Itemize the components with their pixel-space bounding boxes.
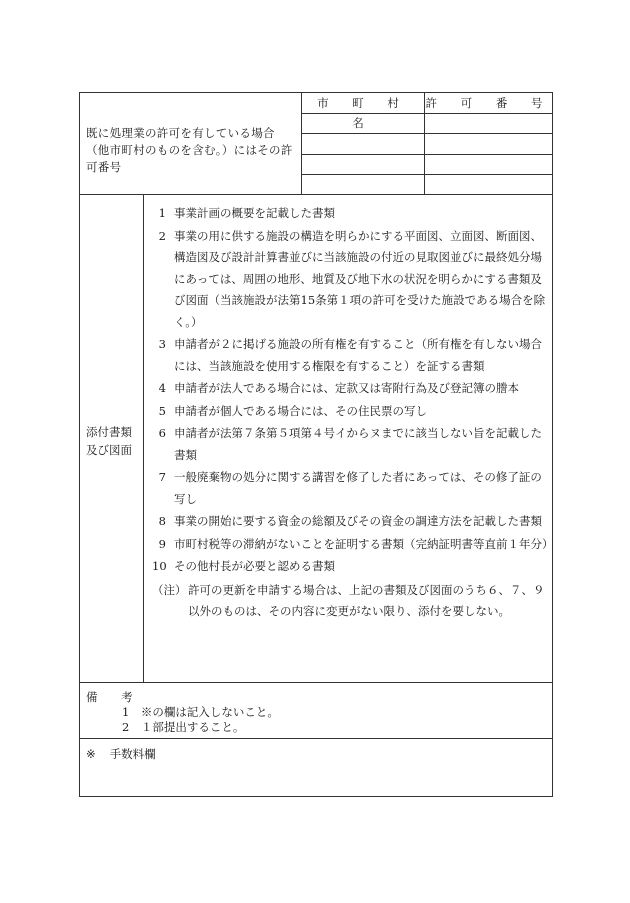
list-item	[152, 334, 548, 377]
fee-row	[80, 739, 552, 796]
list-item	[152, 534, 554, 556]
item-text: 申請者が２に掲げる施設の所有権を有すること（所有権を有しない場合には、当該施設を使用する権限を有すること）を証する書類	[174, 337, 542, 373]
item-number: 4	[158, 381, 166, 395]
list-item	[152, 511, 548, 533]
item-text: 申請者が法人である場合には、定款又は寄附行為及び登記簿の謄本	[174, 381, 519, 395]
permit-number-header	[424, 93, 553, 195]
item-text: 事業の用に供する施設の構造を明らかにする平面図、立面図、断面図、構造図及び設計計算書並びに当該施設の付近の見取図並びに最終処分場にあっては、周囲の地形、地質及び地下水の状況を明らかにする書類及び図面（当該施設が法第15条第１項の許可を受けた施設である場合を除く。）	[174, 228, 546, 329]
list-item	[152, 423, 548, 466]
permit-grid	[301, 93, 553, 195]
grid-line	[302, 154, 553, 155]
item-number: 5	[158, 403, 166, 418]
note-text: 許可の更新を申請する場合は、上記の書類及び図面のうち６、７、９以外のものは、その内容に変更がない限り、添付を要しない。	[188, 582, 545, 618]
fee-label: 手数料欄	[109, 747, 156, 761]
item-text: 一般廃棄物の処分に関する講習を修了した者にあっては、その修了証の写し	[174, 470, 542, 506]
remarks-title: 備 考	[86, 690, 143, 704]
item-text: 事業計画の概要を記載した書類	[174, 206, 335, 220]
list-item	[152, 556, 548, 578]
remarks-line-1: 1 ※の欄は記入しないこと。	[122, 705, 279, 719]
attachment-list	[152, 203, 554, 623]
permit-row	[80, 93, 552, 195]
note-prefix: （注）	[152, 582, 187, 597]
grid-line	[302, 174, 553, 175]
item-number: 6	[158, 426, 166, 440]
item-number: 7	[158, 470, 166, 484]
item-text: 事業の開始に要する資金の総額及びその資金の調達方法を記載した書類	[174, 514, 542, 528]
attachments-row	[80, 195, 552, 683]
fee-label-group	[86, 746, 156, 762]
item-text: 市町村税等の滞納がないことを証明する書類（完納証明書等直前１年分）	[174, 536, 554, 551]
item-number: 9	[158, 536, 166, 551]
item-text: 申請者が個人である場合には、その住民票の写し	[174, 403, 427, 418]
attachment-note	[152, 580, 548, 623]
attachments-label: 添付書類及び図面	[86, 425, 132, 457]
attachments-label-cell	[80, 195, 144, 683]
permit-number-header-text: 許 可 番 号	[425, 96, 553, 110]
list-item	[152, 203, 548, 225]
item-number: 3	[158, 337, 166, 351]
item-number: 10	[152, 559, 167, 573]
grid-line	[302, 133, 553, 134]
item-text: その他村長が必要と認める書類	[174, 559, 335, 573]
list-item	[152, 378, 548, 400]
item-number: 2	[158, 228, 166, 243]
fee-mark: ※	[86, 747, 96, 761]
item-number: 1	[158, 206, 166, 220]
remarks-line-2: 2 １部提出すること。	[122, 720, 245, 734]
item-text: 申請者が法第７条第５項第４号イからヌまでに該当しない旨を記載した書類	[174, 426, 542, 462]
remarks-row	[80, 683, 552, 739]
application-form-table	[79, 92, 553, 797]
list-item	[152, 467, 548, 510]
municipality-header: 市 町 村 名	[317, 96, 409, 130]
list-item	[152, 226, 548, 334]
permit-label: 既に処理業の許可を有している場合（他市町村のものを含む。）にはその許可番号	[86, 126, 293, 174]
item-number: 8	[158, 514, 166, 528]
grid-line	[302, 113, 553, 114]
list-item	[152, 401, 548, 423]
